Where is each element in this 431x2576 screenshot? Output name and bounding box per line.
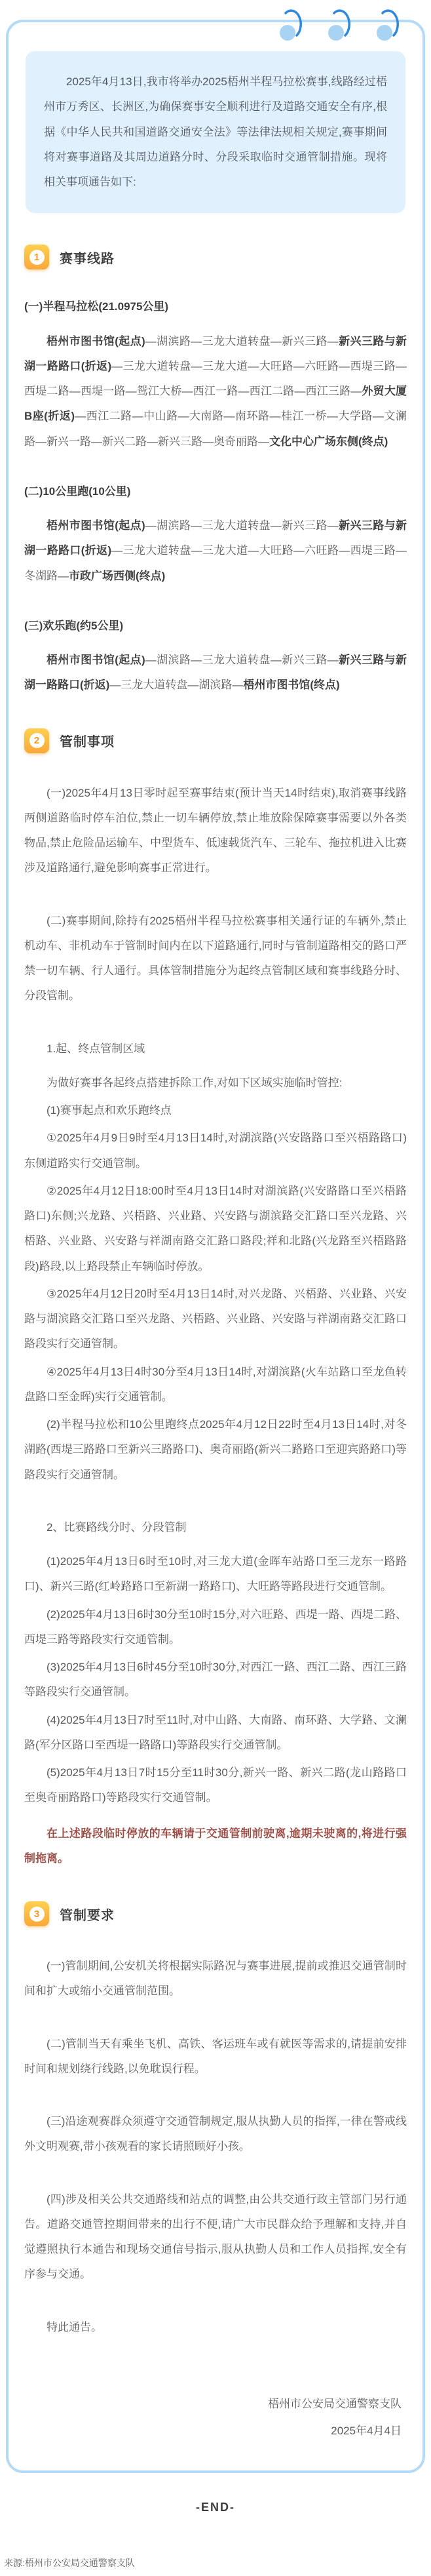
paragraph: (一)管制期间,公安机关将根据实际路况与赛事进展,提前或推迟交通管制时间和扩大或缩小交通管制范围。: [24, 1960, 407, 1998]
warning-text: 在上述路段临时停放的车辆请于交通管制前驶离,逾期未驶离的,将进行强制拖离。: [24, 1827, 407, 1865]
section-header: [24, 245, 408, 269]
source-label: 来源:梧州市公安局交通警察支队: [4, 2558, 135, 2569]
paragraph: (二)管制当天有乘坐飞机、高铁、客运班车或有就医等需求的,请提前安排时间和规划绕行线路,以免耽误行程。: [24, 2037, 407, 2075]
section-3: [23, 1901, 408, 2340]
notebook-rings: [278, 5, 399, 42]
signature-date: 2025年4月4日: [331, 2424, 402, 2437]
section-number-badge: [24, 728, 49, 753]
paragraph: (1)2025年4月13日6时至10时,对三龙大道(金晖车站路口至三龙东一路路口)、新兴三路(红岭路路口至新湖一路路口)、大旺路等路段进行交通管制。: [24, 1555, 407, 1593]
paragraph: ③2025年4月12日20时至4月13日14时,对兴龙路、兴梧路、兴业路、兴安路与湖滨路交汇路口至兴龙路、兴梧路、兴业路、兴安路与祥湖南路交汇路口路段实行交通管制。: [24, 1287, 407, 1351]
paragraph: 为做好赛事各起终点搭建拆除工作,对如下区域实施临时管控:: [47, 1076, 343, 1089]
paragraph: (1)赛事起点和欢乐跑终点: [47, 1104, 172, 1117]
paragraph: ②2025年4月12日18:00时至4月13日14时对湖滨路(兴安路路口至兴梧路路口)东侧;兴龙路、兴梧路、兴业路、兴安路与湖滨路交汇路口至兴龙路、兴梧路、兴业路、兴安路与祥湖南路交汇路口路段;祥和北路(兴龙路至兴梧路路段)路段,以上路段禁止车辆临时停放。: [24, 1184, 407, 1273]
paragraph: 梧州市图书馆(起点)—湖滨路—三龙大道转盘—新兴三路—新兴三路与新湖一路路口(折返)—三龙大道转盘—三龙大道—大旺路—六旺路—西堤三路—冬湖路—市政广场西侧(终点): [24, 519, 407, 582]
intro-paragraph: 2025年4月13日,我市将举办2025梧州半程马拉松赛事,线路经过梧州市万秀区、长洲区,为确保赛事安全顺利进行及道路交通安全有序,根据《中华人民共和国道路交通安全法》等法律法规相关规定,赛事期间将对赛事道路及其周边道路分时、分段采取临时交通管制措施。现将相关事项通告如下:: [26, 51, 405, 213]
section-header: [24, 728, 408, 753]
section-1: [23, 245, 408, 698]
paragraph: (四)涉及相关公共交通路线和站点的调整,由公共交通行政主管部门另行通告。道路交通管控期间带来的出行不便,请广大市民群众给予理解和支持,并自觉遵照执行本通告和现场交通信号指示,服从执勤人员和工作人员指挥,安全有序参与交通。: [24, 2192, 407, 2281]
paragraph: 特此通告。: [47, 2320, 102, 2333]
paragraph: (4)2025年4月13日7时至11时,对中山路、大南路、南环路、大学路、文澜路(军分区路口至西堤一路路口)等路段实行交通管制。: [24, 1713, 407, 1751]
route-subheading: (三)欢乐跑(约5公里): [24, 619, 124, 632]
section-number: 2: [29, 733, 45, 748]
spiral-ring-icon: [327, 5, 350, 42]
section-number-badge: [24, 1901, 49, 1926]
signature-org: 梧州市公安局交通警察支队: [268, 2397, 402, 2410]
section-title: 管制事项: [60, 735, 115, 749]
paragraph: (2)半程马拉松和10公里跑终点2025年4月12日22时至4月13日14时,对冬湖路(西堤三路路口至新兴三路路口)、奥奇丽路(新兴二路路口至迎宾路路口)等路段实行交通管制。: [24, 1418, 407, 1481]
signature-block: [23, 2391, 408, 2445]
paragraph: 2、比赛路线分时、分段管制: [47, 1520, 187, 1534]
paragraph: (3)2025年4月13日6时45分至10时30分,对西江一路、西江二路、西江三路等路段实行交通管制。: [24, 1661, 407, 1699]
paragraph: (2)2025年4月13日6时30分至10时15分,对六旺路、西堤一路、西堤二路、西堤三路等路段实行交通管制。: [24, 1608, 407, 1646]
paragraph: 梧州市图书馆(起点)—湖滨路—三龙大道转盘—新兴三路—新兴三路与新湖一路路口(折返)—三龙大道转盘—三龙大道—大旺路—六旺路—西堤三路—西堤二路—西堤一路—鸳江大桥—西江一路—西江二路—西江三路—外贸大厦B座(折返)—西江二路—中山路—大南路—南环路—桂江一桥—大学路—文澜路—新兴一路—新兴二路—新兴三路—奥奇丽路—文化中心广场东侧(终点): [24, 334, 407, 448]
section-number: 1: [29, 250, 45, 265]
notice-card: [6, 20, 425, 2473]
section-number-badge: [24, 245, 49, 269]
paragraph: (5)2025年4月13日7时15分至11时30分,新兴一路、新兴二路(龙山路路口至奥奇丽路路口)等路段实行交通管制。: [24, 1766, 407, 1804]
notice-page: [0, 20, 431, 2569]
paragraph: ①2025年4月9日9时至4月13日14时,对湖滨路(兴安路路口至兴梧路路口)东侧道路实行交通管制。: [24, 1132, 407, 1170]
section-title: 管制要求: [60, 1908, 115, 1923]
end-label: -END-: [196, 2501, 235, 2514]
paragraph: (三)沿途观赛群众须遵守交通管制规定,服从执勤人员的指挥,一律在警戒线外文明观赛,带小孩观看的家长请照顾好小孩。: [24, 2115, 407, 2153]
sections: [23, 245, 408, 2340]
route-subheading: (二)10公里跑(10公里): [24, 485, 131, 498]
section-2: [23, 728, 408, 1872]
section-title: 赛事线路: [60, 251, 115, 266]
paragraph: (一)2025年4月13日零时起至赛事结束(预计当天14时结束),取消赛事线路两侧道路临时停车泊位,禁止一切车辆停放,禁止堆放除保障赛事需要以外各类物品,禁止危险品运输车、中型货车、低速载货汽车、三轮车、拖拉机进入比赛涉及道路通行,避免影响赛事正常进行。: [24, 786, 407, 875]
spiral-ring-icon: [278, 5, 302, 42]
paragraph: (二)赛事期间,除持有2025梧州半程马拉松赛事相关通行证的车辆外,禁止机动车、非机动车于管制时间内在以下道路通行,同时与管制道路相交的路口严禁一切车辆、行人通行。具体管制措施分为起终点管制区域和赛事线路分时、分段管制。: [24, 914, 407, 1002]
paragraph: 1.起、终点管制区域: [47, 1042, 145, 1055]
route-subheading: (一)半程马拉松(21.0975公里): [24, 300, 169, 313]
spiral-ring-icon: [375, 5, 399, 42]
section-header: [24, 1901, 408, 1926]
paragraph: ④2025年4月13日4时30分至4月13日14时,对湖滨路(火车站路口至龙鱼转盘路口至金晖)实行交通管制。: [24, 1365, 407, 1403]
section-number: 3: [29, 1907, 45, 1922]
paragraph: 梧州市图书馆(起点)—湖滨路—三龙大道转盘—新兴三路—新兴三路与新湖一路路口(折返)—三龙大道转盘—湖滨路—梧州市图书馆(终点): [24, 654, 407, 692]
